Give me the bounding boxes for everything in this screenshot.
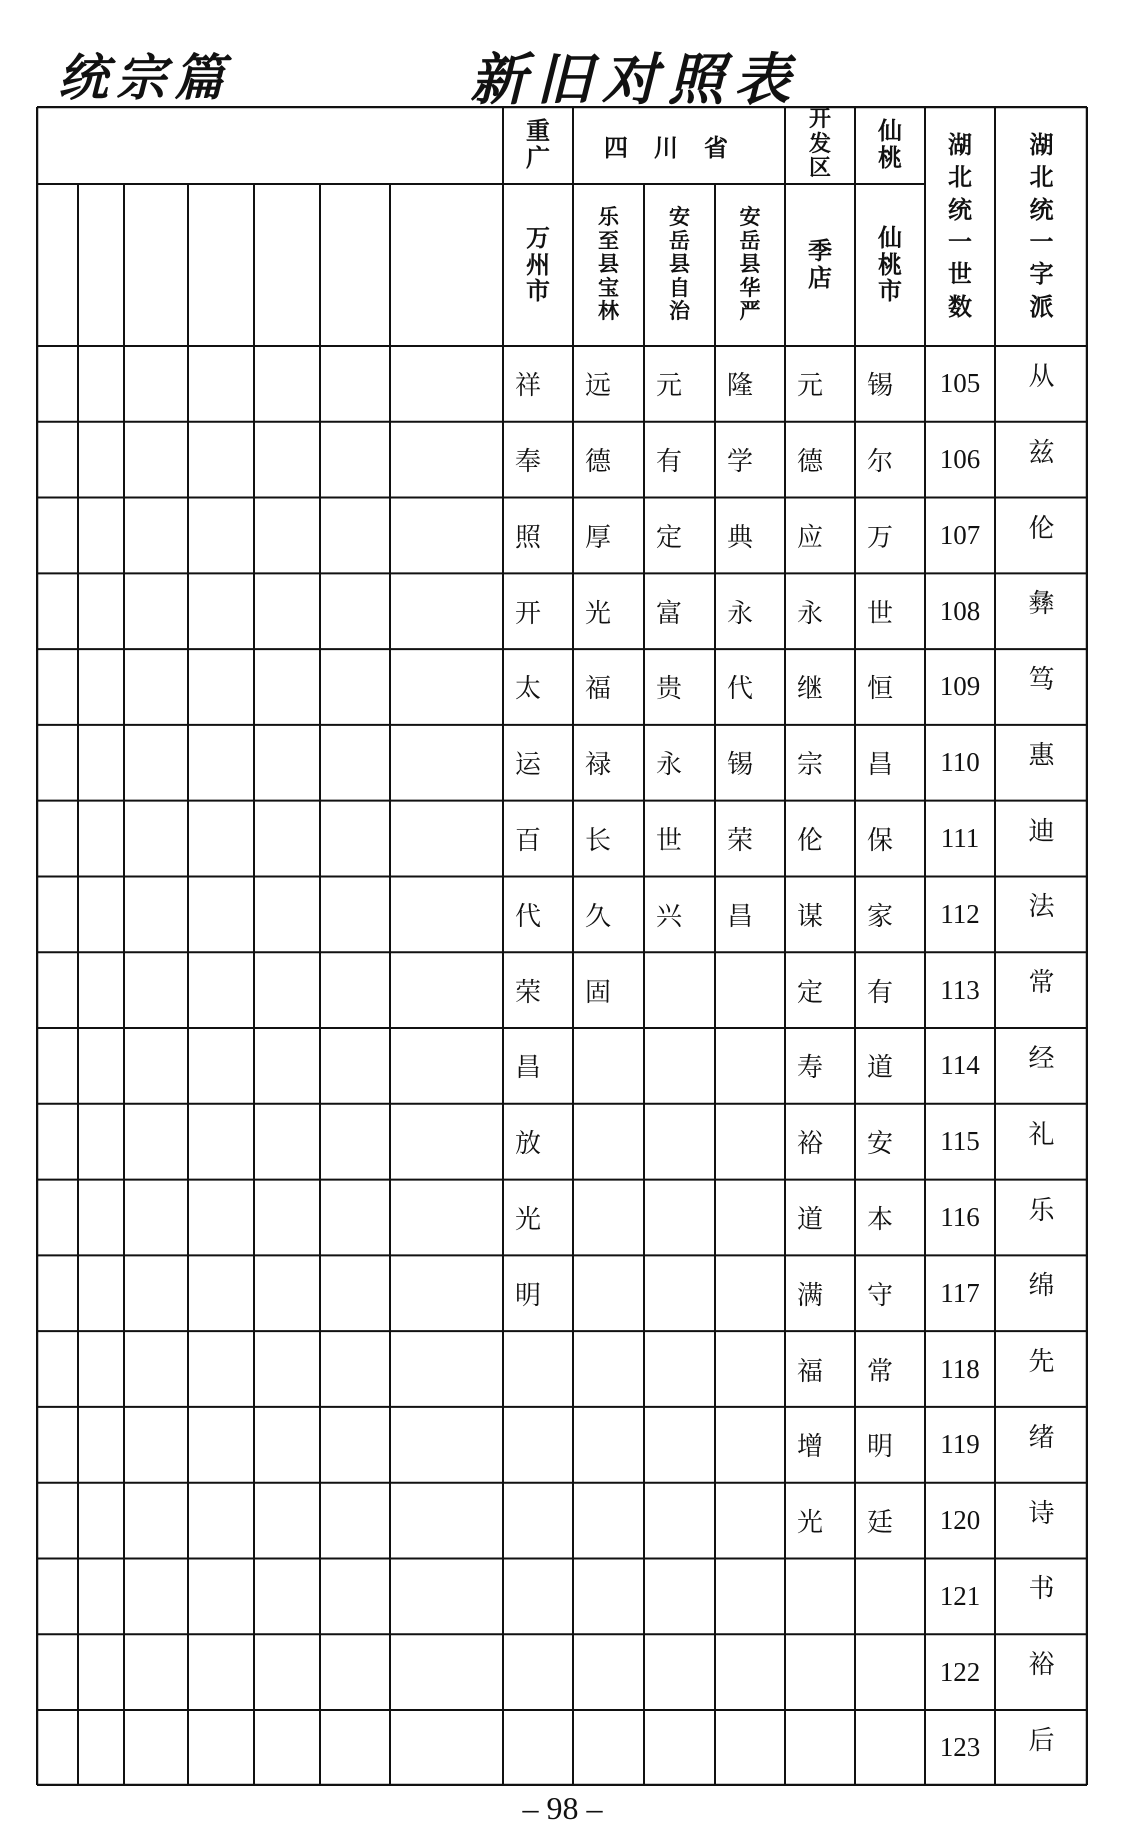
- table-cell: 后: [1028, 1726, 1055, 1757]
- table-cell: 道: [867, 1053, 894, 1084]
- table-cell: 从: [1028, 362, 1055, 392]
- table-cell: 永: [727, 598, 754, 629]
- column-header-1: [503, 184, 573, 346]
- column-header-char: 仙: [878, 223, 902, 252]
- table-cell: 兹: [1028, 437, 1055, 468]
- column-header-char: 市: [878, 277, 902, 306]
- table-cell: 荣: [515, 977, 542, 1008]
- table-cell: 兴: [656, 901, 683, 932]
- header-char: 仙: [878, 117, 902, 146]
- table-cell: 放: [515, 1129, 542, 1160]
- header-char: 桃: [878, 144, 902, 172]
- table-cell: 118: [940, 1353, 980, 1384]
- table-cell: 120: [939, 1505, 981, 1536]
- table-cell: 万: [867, 522, 894, 553]
- column-header-char: 北: [948, 163, 972, 192]
- column-header-char: 桃: [878, 250, 902, 279]
- table-cell: 115: [940, 1126, 980, 1157]
- header-group-chongguang: [503, 106, 573, 184]
- table-cell: 固: [585, 977, 612, 1008]
- column-header-char: 严: [739, 299, 761, 324]
- table-cell: 有: [867, 977, 894, 1008]
- table-cell: 远: [585, 371, 612, 402]
- column-header-3: [644, 184, 715, 346]
- column-header-char: 万: [526, 223, 550, 252]
- table-cell: 先: [1028, 1347, 1055, 1378]
- column-header-char: 世: [948, 260, 972, 289]
- column-header-char: 店: [808, 264, 832, 292]
- table-cell: 书: [1028, 1574, 1055, 1605]
- column-header-char: 湖: [948, 130, 972, 159]
- table-cell: 裕: [1028, 1650, 1055, 1681]
- table-cell: 学: [727, 447, 754, 478]
- column-header-char: 字: [1029, 260, 1054, 289]
- table-cell: 贵: [656, 674, 683, 705]
- column-header-char: 季: [808, 237, 832, 266]
- column-header-char: 派: [1029, 292, 1054, 321]
- table-cell: 元: [797, 371, 824, 402]
- table-cell: 121: [939, 1580, 981, 1611]
- column-header-6: [855, 184, 925, 346]
- table-cell: 明: [515, 1280, 542, 1311]
- table-cell: 锡: [727, 750, 754, 781]
- table-cell: 116: [940, 1201, 980, 1232]
- table-cell: 定: [797, 977, 824, 1008]
- table-cell: 108: [939, 595, 981, 626]
- table-cell: 114: [940, 1050, 980, 1081]
- table-cell: 厚: [585, 522, 612, 553]
- table-cell: 伦: [1028, 513, 1055, 544]
- table-cell: 119: [940, 1429, 980, 1460]
- table-cell: 裕: [797, 1129, 824, 1160]
- table-cell: 诗: [1028, 1498, 1055, 1529]
- table-cell: 开: [515, 598, 542, 629]
- column-header-char: 自: [669, 275, 690, 300]
- column-header-5: [785, 184, 855, 346]
- table-cell: 117: [940, 1277, 980, 1308]
- column-header-2: [573, 184, 644, 346]
- table-cell: 世: [656, 826, 683, 857]
- table-cell: 乐: [1028, 1195, 1055, 1226]
- table-cell: 109: [939, 671, 981, 702]
- header-char: 区: [808, 156, 831, 182]
- table-cell: 德: [585, 447, 612, 478]
- table-cell: 寿: [797, 1053, 824, 1084]
- table-cell: 绪: [1028, 1422, 1055, 1453]
- table-cell: 奉: [515, 447, 542, 478]
- table-cell: 法: [1028, 892, 1055, 923]
- page-title: 新旧对照表: [470, 47, 800, 113]
- table-cell: 彝: [1028, 589, 1055, 620]
- table-cell: 常: [867, 1356, 894, 1387]
- column-header-char: 岳: [669, 228, 690, 253]
- table-cell: 代: [515, 901, 542, 932]
- table-cell: 德: [797, 447, 824, 478]
- table-cell: 代: [727, 674, 754, 705]
- table-cell: 定: [656, 522, 683, 553]
- section-title: 统宗篇: [58, 48, 232, 107]
- column-header-char: 县: [739, 252, 761, 277]
- table-cell: 永: [797, 598, 824, 629]
- table-cell: 光: [797, 1508, 824, 1539]
- table-cell: 恒: [867, 674, 894, 705]
- table-cell: 迪: [1028, 816, 1055, 847]
- table-cell: 常: [1028, 968, 1055, 999]
- table-cell: 久: [585, 901, 612, 932]
- column-header-char: 宝: [598, 275, 619, 300]
- column-header-char: 华: [739, 275, 761, 300]
- table-cell: 道: [797, 1204, 824, 1235]
- table-cell: 伦: [797, 826, 824, 857]
- header-char: 广: [526, 144, 550, 172]
- column-header-char: 湖: [1029, 130, 1054, 159]
- table-cell: 昌: [867, 750, 894, 781]
- column-header-char: 治: [669, 299, 690, 324]
- table-cell: 昌: [727, 901, 754, 932]
- table-cell: 本: [867, 1204, 894, 1235]
- column-header-char: 至: [598, 228, 619, 253]
- column-header-char: 县: [669, 252, 690, 277]
- header-group-xiantao: [855, 106, 925, 184]
- table-cell: 锡: [867, 371, 894, 402]
- table-cell: 昌: [515, 1053, 542, 1084]
- column-header-char: 县: [598, 252, 619, 277]
- column-header-char: 一: [1029, 228, 1054, 256]
- table-cell: 富: [656, 598, 683, 629]
- table-cell: 110: [940, 747, 980, 778]
- table-cell: 惠: [1028, 740, 1055, 771]
- table-cell: 尔: [867, 447, 894, 478]
- table-cell: 光: [585, 598, 612, 629]
- column-header-char: 统: [1029, 195, 1054, 224]
- table-cell: 122: [939, 1656, 981, 1687]
- page-number: – 98 –: [522, 1790, 603, 1826]
- table-cell: 元: [656, 371, 683, 402]
- table-cell: 应: [797, 522, 824, 553]
- table-cell: 禄: [585, 750, 612, 781]
- table-cell: 廷: [867, 1508, 894, 1539]
- column-header-char: 北: [1029, 163, 1054, 192]
- header-char: 发: [808, 131, 831, 157]
- comparison-table: [36, 106, 1088, 1786]
- header-char: 重: [526, 117, 550, 146]
- table-cell: 长: [585, 826, 612, 857]
- table-cell: 隆: [727, 371, 754, 402]
- column-header-char: 安: [739, 205, 761, 230]
- table-cell: 谋: [797, 901, 824, 932]
- table-cell: 礼: [1028, 1119, 1055, 1150]
- column-header-4: [715, 184, 785, 346]
- table-cell: 家: [867, 901, 894, 932]
- header-char: 开: [808, 107, 831, 133]
- table-cell: 111: [940, 823, 980, 854]
- column-header-char: 安: [669, 205, 690, 230]
- table-cell: 运: [515, 750, 542, 781]
- table-cell: 荣: [727, 826, 754, 857]
- column-header-char: 岳: [739, 228, 761, 253]
- table-cell: 福: [585, 674, 612, 705]
- table-cell: 107: [939, 519, 981, 550]
- column-header-char: 统: [948, 195, 972, 224]
- column-header-8: [995, 106, 1088, 346]
- column-header-7: [925, 106, 995, 346]
- column-header-char: 林: [598, 299, 619, 324]
- table-cell: 明: [867, 1432, 894, 1463]
- table-cell: 安: [867, 1129, 894, 1160]
- table-cell: 105: [939, 368, 981, 399]
- table-cell: 106: [939, 444, 981, 475]
- table-cell: 继: [797, 674, 824, 705]
- header-group-sichuan: 四川省: [604, 133, 754, 162]
- header-group-kaifaqu: [785, 106, 855, 184]
- column-header-char: 州: [526, 250, 550, 279]
- table-cell: 113: [940, 974, 980, 1005]
- column-header-char: 乐: [598, 205, 619, 230]
- table-cell: 光: [515, 1204, 542, 1235]
- table-cell: 守: [867, 1280, 894, 1311]
- table-cell: 笃: [1028, 665, 1055, 696]
- column-header-char: 数: [948, 292, 972, 321]
- table-cell: 满: [797, 1280, 824, 1311]
- table-cell: 增: [797, 1432, 824, 1463]
- table-cell: 照: [515, 522, 542, 553]
- table-cell: 宗: [797, 750, 824, 781]
- table-cell: 祥: [515, 371, 542, 402]
- table-cell: 112: [940, 898, 980, 929]
- column-header-char: 一: [948, 228, 972, 256]
- table-cell: 百: [515, 826, 542, 857]
- table-cell: 有: [656, 447, 683, 478]
- table-cell: 太: [515, 674, 542, 705]
- table-cell: 123: [939, 1732, 981, 1763]
- table-cell: 经: [1028, 1044, 1055, 1075]
- table-cell: 世: [867, 598, 894, 629]
- table-cell: 保: [867, 826, 894, 857]
- table-cell: 绵: [1028, 1271, 1055, 1302]
- table-cell: 永: [656, 750, 683, 781]
- table-cell: 福: [797, 1356, 824, 1387]
- column-header-char: 市: [526, 277, 550, 306]
- table-cell: 典: [727, 522, 754, 553]
